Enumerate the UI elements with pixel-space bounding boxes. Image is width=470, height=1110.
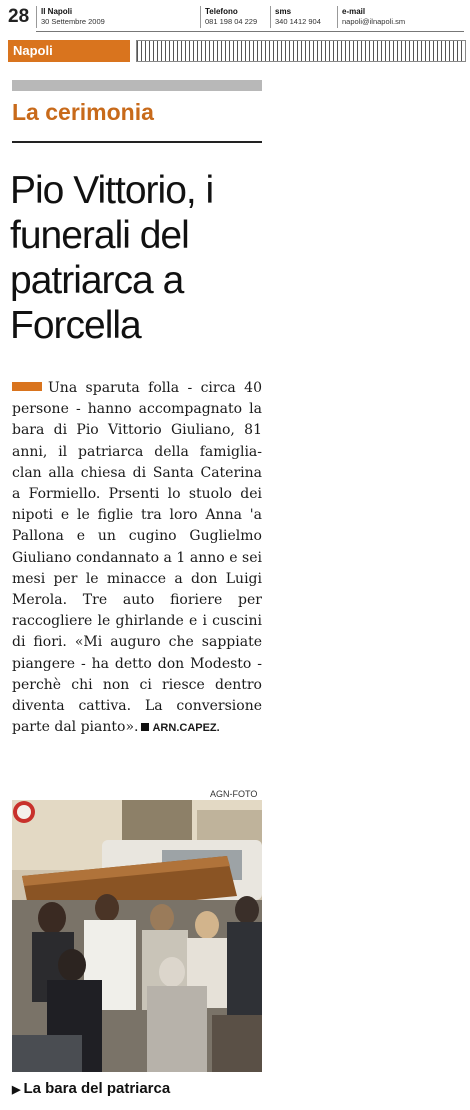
- paper-name: Il Napoli: [41, 7, 73, 16]
- photo-caption: [12, 1080, 170, 1097]
- header-divider: [200, 6, 201, 28]
- sms-number: 340 1412 904: [275, 17, 321, 26]
- funeral-photo-image: [12, 800, 262, 1072]
- page-number: 28: [8, 6, 30, 27]
- kicker-rule: [12, 141, 262, 143]
- email-info: [342, 7, 405, 27]
- header-divider: [337, 6, 338, 28]
- lead-marker: [12, 382, 42, 391]
- photo-credit: AGN-FOTO: [210, 789, 258, 799]
- decorative-stripe-bar: [136, 40, 466, 62]
- funeral-photo: [12, 800, 262, 1072]
- photo-caption-text: La bara del patriarca: [23, 1080, 171, 1097]
- header-divider: [270, 6, 271, 28]
- header-rule: [36, 31, 464, 32]
- end-square-icon: [141, 723, 149, 731]
- header-divider: [36, 6, 37, 28]
- article-text: Una sparuta folla - circa 40 persone - hanno accompagnato la bara di Pio Vittorio Giuliano, 81 anni, il patriarca della famiglia-clan alla chiesa di Santa Caterina a Formiello. Prsenti lo stuolo dei nipoti e le figlie tra loro Anna 'a Pallona e un cugino Guglielmo Giuliano condannato a 1 anno e sei mesi per le minacce a don Luigi Merola. Tre auto fioriere per raccogliere le ghirlande e i cuscini di fiori. «Mi auguro che sappiate piangere - ha detto don Modesto - perchè chi non ci riesce dentro diventa cattiva. La conversione parte dal pianto».: [12, 380, 262, 736]
- sms-label: sms: [275, 7, 292, 16]
- article-title: Pio Vittorio, i funerali del patriarca a Forcella: [10, 169, 214, 347]
- article-kicker: La cerimonia: [12, 99, 154, 125]
- article-body: [12, 378, 262, 739]
- page-header: [0, 0, 470, 34]
- caption-arrow-icon: ▶: [12, 1084, 21, 1096]
- section-label: Napoli: [13, 43, 53, 58]
- phone-number: 081 198 04 229: [205, 17, 258, 26]
- kicker-bar: [12, 80, 262, 91]
- phone-label: Telefono: [205, 7, 238, 16]
- issue-date: 30 Settembre 2009: [41, 17, 105, 26]
- section-band: [8, 40, 130, 62]
- phone-info: [205, 7, 257, 27]
- email-label: e-mail: [342, 7, 366, 16]
- email-address: napoli@ilnapoli.sm: [342, 17, 406, 26]
- masthead-info: [41, 7, 105, 27]
- author-signature: ARN.CAPEZ.: [152, 722, 220, 735]
- sms-info: [275, 7, 321, 27]
